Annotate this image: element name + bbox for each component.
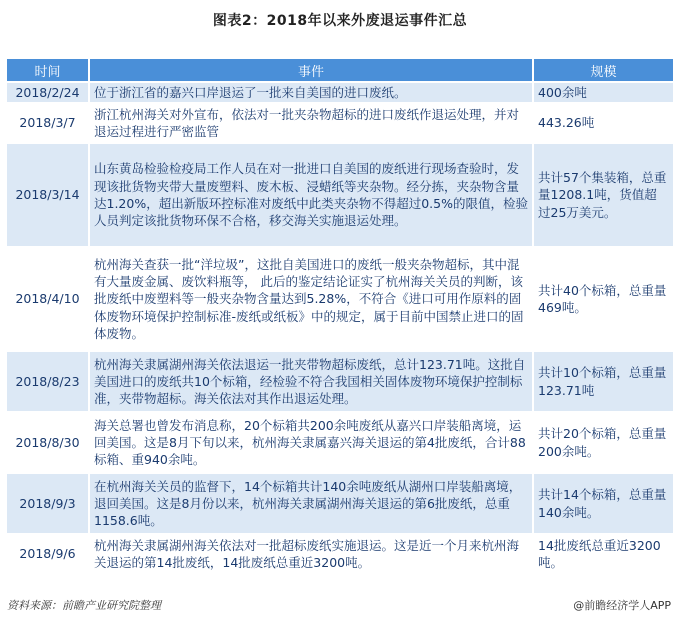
cell-time: 2018/8/30 bbox=[7, 413, 88, 472]
table-row bbox=[7, 144, 673, 246]
cell-scale: 共计57个集装箱，总重量1208.1吨，货值超过25万美元。 bbox=[532, 144, 673, 246]
table-row bbox=[7, 104, 673, 142]
cell-scale: 400余吨 bbox=[532, 83, 673, 102]
table-row bbox=[7, 352, 673, 411]
cell-event: 海关总署也曾发布消息称，20个标箱共200余吨废纸从嘉兴口岸装船离境，运回美国。这是8月下旬以来，杭州海关隶属嘉兴海关退运的第4批废纸，合计88标箱、重940余吨。 bbox=[88, 413, 532, 472]
cell-event: 浙江杭州海关对外宣布，依法对一批夹杂物超标的进口废纸作退运处理，并对退运过程进行严密监管 bbox=[88, 104, 532, 142]
cell-scale: 共计14个标箱，总重量140余吨。 bbox=[532, 474, 673, 533]
cell-time: 2018/4/10 bbox=[7, 248, 88, 350]
cell-scale: 共计20个标箱，总重量200余吨。 bbox=[532, 413, 673, 472]
chart-title: 图表2：2018年以来外废退运事件汇总 bbox=[212, 13, 468, 29]
brand-credit: @前瞻经济学人APP bbox=[573, 599, 671, 612]
cell-event: 杭州海关查获一批“洋垃圾”，这批自美国进口的废纸一般夹杂物超标，其中混有大量废金属、废饮料瓶等， 此后的鉴定结论证实了杭州海关关员的判断，该批废纸中废塑料等一般夹杂物含量达到5.28%，不符合《进口可用作原料的固体废物环境保护控制标准-废纸或纸板》中的规定，属于目前中国禁止进口的固体废物。 bbox=[88, 248, 532, 350]
header-scale: 规模 bbox=[532, 59, 673, 81]
cell-event: 在杭州海关关员的监督下，14个标箱共计140余吨废纸从湖州口岸装船离境，退回美国。这是8月份以来，杭州海关隶属湖州海关退运的第6批废纸，总重1158.6吨。 bbox=[88, 474, 532, 533]
header-time: 时间 bbox=[7, 59, 88, 81]
cell-time: 2018/3/14 bbox=[7, 144, 88, 246]
cell-scale: 443.26吨 bbox=[532, 104, 673, 142]
table-row bbox=[7, 413, 673, 472]
events-table bbox=[7, 57, 673, 575]
cell-event: 杭州海关隶属湖州海关依法对一批超标废纸实施退运。这是近一个月来杭州海关退运的第14批废纸，14批废纸总重近3200吨。 bbox=[88, 535, 532, 573]
cell-event: 杭州海关隶属湖州海关依法退运一批夹带物超标废纸，总计123.71吨。这批自美国进口的废纸共10个标箱，经检验不符合我国相关固体废物环境保护控制标准，夹带物超标。海关依法对其作出退运处理。 bbox=[88, 352, 532, 411]
source-note: 资料来源：前瞻产业研究院整理 bbox=[7, 599, 161, 612]
cell-time: 2018/8/23 bbox=[7, 352, 88, 411]
cell-event: 位于浙江省的嘉兴口岸退运了一批来自美国的进口废纸。 bbox=[88, 83, 532, 102]
table-row bbox=[7, 474, 673, 533]
table-row bbox=[7, 248, 673, 350]
cell-scale: 共计40个标箱，总重量469吨。 bbox=[532, 248, 673, 350]
table-header-row bbox=[7, 59, 673, 81]
cell-event: 山东黄岛检验检疫局工作人员在对一批进口自美国的废纸进行现场查验时，发现该批货物夹带大量废塑料、废木板、浸蜡纸等夹杂物。经分拣，夹杂物含量达1.20%，超出新版环控标准对废纸中此类夹杂物不得超过0.5%的限值，检验人员判定该批货物环保不合格，移交海关实施退运处理。 bbox=[88, 144, 532, 246]
cell-scale: 14批废纸总重近3200吨。 bbox=[532, 535, 673, 573]
table-row bbox=[7, 83, 673, 102]
header-event: 事件 bbox=[88, 59, 532, 81]
cell-time: 2018/9/6 bbox=[7, 535, 88, 573]
cell-time: 2018/2/24 bbox=[7, 83, 88, 102]
table-row bbox=[7, 535, 673, 573]
cell-time: 2018/3/7 bbox=[7, 104, 88, 142]
cell-scale: 共计10个标箱，总重量123.71吨 bbox=[532, 352, 673, 411]
cell-time: 2018/9/3 bbox=[7, 474, 88, 533]
